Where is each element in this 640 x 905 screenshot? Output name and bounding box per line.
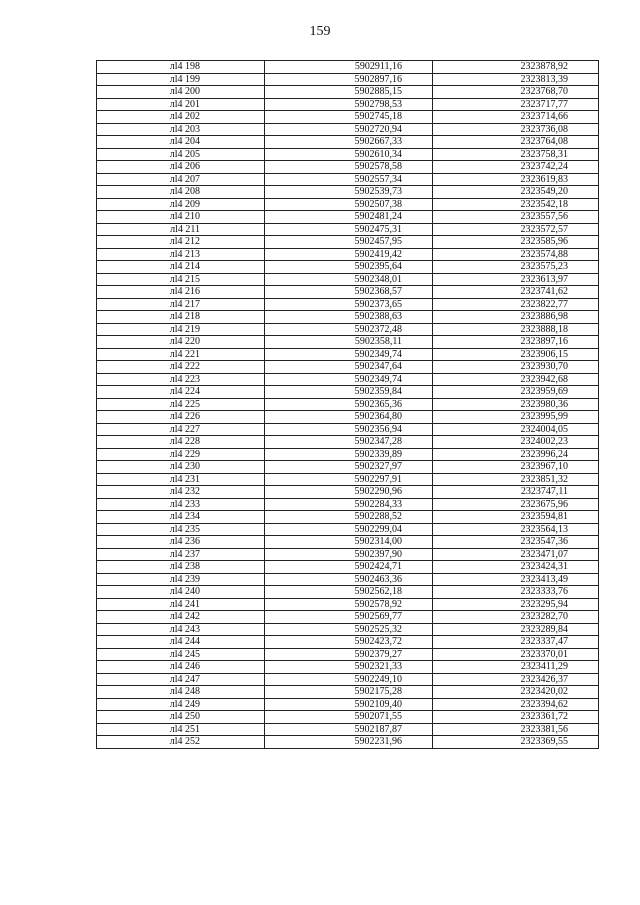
x-coordinate-cell: 5902745,18 <box>265 111 433 124</box>
y-coordinate-cell: 2323295,94 <box>433 598 599 611</box>
table-row <box>97 498 599 511</box>
table-row <box>97 386 599 399</box>
x-coordinate-cell: 5902578,58 <box>265 161 433 174</box>
x-coordinate-cell: 5902720,94 <box>265 123 433 136</box>
y-coordinate-cell: 2323426,37 <box>433 673 599 686</box>
x-coordinate-cell: 5902419,42 <box>265 248 433 261</box>
x-coordinate-cell: 5902347,28 <box>265 436 433 449</box>
x-coordinate-cell: 5902388,63 <box>265 311 433 324</box>
y-coordinate-cell: 2323851,32 <box>433 473 599 486</box>
point-label-cell: лl4 248 <box>97 686 265 699</box>
table-row <box>97 186 599 199</box>
y-coordinate-cell: 2323585,96 <box>433 236 599 249</box>
x-coordinate-cell: 5902463,36 <box>265 573 433 586</box>
x-coordinate-cell: 5902424,71 <box>265 561 433 574</box>
x-coordinate-cell: 5902911,16 <box>265 61 433 74</box>
y-coordinate-cell: 2323959,69 <box>433 386 599 399</box>
point-label-cell: лl4 251 <box>97 723 265 736</box>
x-coordinate-cell: 5902321,33 <box>265 661 433 674</box>
table-row <box>97 636 599 649</box>
y-coordinate-cell: 2323967,10 <box>433 461 599 474</box>
point-label-cell: лl4 215 <box>97 273 265 286</box>
point-label-cell: лl4 222 <box>97 361 265 374</box>
table-row <box>97 461 599 474</box>
table-row <box>97 73 599 86</box>
x-coordinate-cell: 5902507,38 <box>265 198 433 211</box>
x-coordinate-cell: 5902349,74 <box>265 373 433 386</box>
y-coordinate-cell: 2323717,77 <box>433 98 599 111</box>
table-row <box>97 311 599 324</box>
y-coordinate-cell: 2323758,31 <box>433 148 599 161</box>
point-label-cell: лl4 235 <box>97 523 265 536</box>
y-coordinate-cell: 2323337,47 <box>433 636 599 649</box>
x-coordinate-cell: 5902284,33 <box>265 498 433 511</box>
point-label-cell: лl4 198 <box>97 61 265 74</box>
table-row <box>97 561 599 574</box>
y-coordinate-cell: 2323361,72 <box>433 711 599 724</box>
y-coordinate-cell: 2323886,98 <box>433 311 599 324</box>
table-row <box>97 236 599 249</box>
point-label-cell: лl4 240 <box>97 586 265 599</box>
table-row <box>97 548 599 561</box>
table-row <box>97 573 599 586</box>
y-coordinate-cell: 2323564,13 <box>433 523 599 536</box>
y-coordinate-cell: 2323768,70 <box>433 86 599 99</box>
table-row <box>97 411 599 424</box>
x-coordinate-cell: 5902525,32 <box>265 623 433 636</box>
point-label-cell: лl4 217 <box>97 298 265 311</box>
point-label-cell: лl4 249 <box>97 698 265 711</box>
table-row <box>97 598 599 611</box>
y-coordinate-cell: 2323619,83 <box>433 173 599 186</box>
table-row <box>97 136 599 149</box>
point-label-cell: лl4 232 <box>97 486 265 499</box>
table-row <box>97 686 599 699</box>
y-coordinate-cell: 2323742,24 <box>433 161 599 174</box>
x-coordinate-cell: 5902897,16 <box>265 73 433 86</box>
x-coordinate-cell: 5902379,27 <box>265 648 433 661</box>
y-coordinate-cell: 2323897,16 <box>433 336 599 349</box>
x-coordinate-cell: 5902231,96 <box>265 736 433 749</box>
x-coordinate-cell: 5902364,80 <box>265 411 433 424</box>
table-row <box>97 373 599 386</box>
table-row <box>97 673 599 686</box>
coordinates-table <box>96 60 599 749</box>
point-label-cell: лl4 250 <box>97 711 265 724</box>
y-coordinate-cell: 2323413,49 <box>433 573 599 586</box>
x-coordinate-cell: 5902578,92 <box>265 598 433 611</box>
x-coordinate-cell: 5902397,90 <box>265 548 433 561</box>
table-row <box>97 711 599 724</box>
y-coordinate-cell: 2323471,07 <box>433 548 599 561</box>
table-row <box>97 86 599 99</box>
point-label-cell: лl4 238 <box>97 561 265 574</box>
point-label-cell: лl4 229 <box>97 448 265 461</box>
x-coordinate-cell: 5902297,91 <box>265 473 433 486</box>
x-coordinate-cell: 5902314,00 <box>265 536 433 549</box>
table-row <box>97 698 599 711</box>
point-label-cell: лl4 210 <box>97 211 265 224</box>
point-label-cell: лl4 230 <box>97 461 265 474</box>
point-label-cell: лl4 216 <box>97 286 265 299</box>
x-coordinate-cell: 5902610,34 <box>265 148 433 161</box>
point-label-cell: лl4 233 <box>97 498 265 511</box>
x-coordinate-cell: 5902327,97 <box>265 461 433 474</box>
point-label-cell: лl4 223 <box>97 373 265 386</box>
x-coordinate-cell: 5902299,04 <box>265 523 433 536</box>
point-label-cell: лl4 234 <box>97 511 265 524</box>
x-coordinate-cell: 5902368,57 <box>265 286 433 299</box>
table-row <box>97 61 599 74</box>
table-row <box>97 161 599 174</box>
point-label-cell: лl4 236 <box>97 536 265 549</box>
table-row <box>97 436 599 449</box>
point-label-cell: лl4 226 <box>97 411 265 424</box>
y-coordinate-cell: 2323575,23 <box>433 261 599 274</box>
y-coordinate-cell: 2323741,62 <box>433 286 599 299</box>
table-row <box>97 448 599 461</box>
y-coordinate-cell: 2323996,24 <box>433 448 599 461</box>
point-label-cell: лl4 227 <box>97 423 265 436</box>
table-row <box>97 723 599 736</box>
x-coordinate-cell: 5902475,31 <box>265 223 433 236</box>
point-label-cell: лl4 212 <box>97 236 265 249</box>
x-coordinate-cell: 5902457,95 <box>265 236 433 249</box>
table-row <box>97 486 599 499</box>
y-coordinate-cell: 2323370,01 <box>433 648 599 661</box>
x-coordinate-cell: 5902175,28 <box>265 686 433 699</box>
point-label-cell: лl4 231 <box>97 473 265 486</box>
x-coordinate-cell: 5902885,15 <box>265 86 433 99</box>
table-row <box>97 148 599 161</box>
point-label-cell: лl4 203 <box>97 123 265 136</box>
y-coordinate-cell: 2323747,11 <box>433 486 599 499</box>
y-coordinate-cell: 2323888,18 <box>433 323 599 336</box>
y-coordinate-cell: 2323675,96 <box>433 498 599 511</box>
table-row <box>97 736 599 749</box>
x-coordinate-cell: 5902347,64 <box>265 361 433 374</box>
point-label-cell: лl4 221 <box>97 348 265 361</box>
point-label-cell: лl4 224 <box>97 386 265 399</box>
y-coordinate-cell: 2323613,97 <box>433 273 599 286</box>
table-row <box>97 298 599 311</box>
x-coordinate-cell: 5902365,36 <box>265 398 433 411</box>
y-coordinate-cell: 2323764,08 <box>433 136 599 149</box>
table-row <box>97 523 599 536</box>
point-label-cell: лl4 228 <box>97 436 265 449</box>
y-coordinate-cell: 2323411,29 <box>433 661 599 674</box>
table-row <box>97 286 599 299</box>
x-coordinate-cell: 5902667,33 <box>265 136 433 149</box>
x-coordinate-cell: 5902339,89 <box>265 448 433 461</box>
x-coordinate-cell: 5902539,73 <box>265 186 433 199</box>
y-coordinate-cell: 2323995,99 <box>433 411 599 424</box>
y-coordinate-cell: 2323394,62 <box>433 698 599 711</box>
x-coordinate-cell: 5902109,40 <box>265 698 433 711</box>
y-coordinate-cell: 2323420,02 <box>433 686 599 699</box>
point-label-cell: лl4 252 <box>97 736 265 749</box>
x-coordinate-cell: 5902290,96 <box>265 486 433 499</box>
point-label-cell: лl4 205 <box>97 148 265 161</box>
table-row <box>97 211 599 224</box>
y-coordinate-cell: 2324004,05 <box>433 423 599 436</box>
y-coordinate-cell: 2323942,68 <box>433 373 599 386</box>
x-coordinate-cell: 5902372,48 <box>265 323 433 336</box>
table-row <box>97 661 599 674</box>
x-coordinate-cell: 5902288,52 <box>265 511 433 524</box>
point-label-cell: лl4 207 <box>97 173 265 186</box>
x-coordinate-cell: 5902187,87 <box>265 723 433 736</box>
point-label-cell: лl4 247 <box>97 673 265 686</box>
point-label-cell: лl4 211 <box>97 223 265 236</box>
x-coordinate-cell: 5902423,72 <box>265 636 433 649</box>
point-label-cell: лl4 237 <box>97 548 265 561</box>
y-coordinate-cell: 2323878,92 <box>433 61 599 74</box>
page-number: 159 <box>309 24 331 39</box>
y-coordinate-cell: 2324002,23 <box>433 436 599 449</box>
table-row <box>97 473 599 486</box>
table-row <box>97 173 599 186</box>
point-label-cell: лl4 214 <box>97 261 265 274</box>
point-label-cell: лl4 200 <box>97 86 265 99</box>
table-row <box>97 111 599 124</box>
point-label-cell: лl4 218 <box>97 311 265 324</box>
point-label-cell: лl4 225 <box>97 398 265 411</box>
y-coordinate-cell: 2323282,70 <box>433 611 599 624</box>
point-label-cell: лl4 219 <box>97 323 265 336</box>
point-label-cell: лl4 246 <box>97 661 265 674</box>
x-coordinate-cell: 5902395,64 <box>265 261 433 274</box>
table-row <box>97 586 599 599</box>
x-coordinate-cell: 5902249,10 <box>265 673 433 686</box>
point-label-cell: лl4 209 <box>97 198 265 211</box>
table-row <box>97 648 599 661</box>
y-coordinate-cell: 2323594,81 <box>433 511 599 524</box>
table-row <box>97 423 599 436</box>
table-row <box>97 261 599 274</box>
table-row <box>97 623 599 636</box>
point-label-cell: лl4 199 <box>97 73 265 86</box>
point-label-cell: лl4 201 <box>97 98 265 111</box>
x-coordinate-cell: 5902562,18 <box>265 586 433 599</box>
y-coordinate-cell: 2323714,66 <box>433 111 599 124</box>
table-row <box>97 323 599 336</box>
point-label-cell: лl4 208 <box>97 186 265 199</box>
table-row <box>97 248 599 261</box>
point-label-cell: лl4 244 <box>97 636 265 649</box>
point-label-cell: лl4 245 <box>97 648 265 661</box>
coordinates-table-body <box>97 61 599 749</box>
point-label-cell: лl4 242 <box>97 611 265 624</box>
x-coordinate-cell: 5902071,55 <box>265 711 433 724</box>
x-coordinate-cell: 5902348,01 <box>265 273 433 286</box>
table-row <box>97 223 599 236</box>
x-coordinate-cell: 5902373,65 <box>265 298 433 311</box>
x-coordinate-cell: 5902358,11 <box>265 336 433 349</box>
table-row <box>97 511 599 524</box>
point-label-cell: лl4 220 <box>97 336 265 349</box>
y-coordinate-cell: 2323542,18 <box>433 198 599 211</box>
y-coordinate-cell: 2323333,76 <box>433 586 599 599</box>
x-coordinate-cell: 5902359,84 <box>265 386 433 399</box>
y-coordinate-cell: 2323557,56 <box>433 211 599 224</box>
y-coordinate-cell: 2323980,36 <box>433 398 599 411</box>
y-coordinate-cell: 2323906,15 <box>433 348 599 361</box>
table-row <box>97 336 599 349</box>
table-row <box>97 98 599 111</box>
x-coordinate-cell: 5902481,24 <box>265 211 433 224</box>
point-label-cell: лl4 243 <box>97 623 265 636</box>
point-label-cell: лl4 206 <box>97 161 265 174</box>
table-row <box>97 123 599 136</box>
table-row <box>97 348 599 361</box>
point-label-cell: лl4 241 <box>97 598 265 611</box>
x-coordinate-cell: 5902798,53 <box>265 98 433 111</box>
x-coordinate-cell: 5902557,34 <box>265 173 433 186</box>
point-label-cell: лl4 239 <box>97 573 265 586</box>
y-coordinate-cell: 2323424,31 <box>433 561 599 574</box>
x-coordinate-cell: 5902569,77 <box>265 611 433 624</box>
y-coordinate-cell: 2323930,70 <box>433 361 599 374</box>
point-label-cell: лl4 202 <box>97 111 265 124</box>
point-label-cell: лl4 213 <box>97 248 265 261</box>
y-coordinate-cell: 2323381,56 <box>433 723 599 736</box>
point-label-cell: лl4 204 <box>97 136 265 149</box>
y-coordinate-cell: 2323572,57 <box>433 223 599 236</box>
y-coordinate-cell: 2323289,84 <box>433 623 599 636</box>
table-row <box>97 273 599 286</box>
table-row <box>97 611 599 624</box>
x-coordinate-cell: 5902349,74 <box>265 348 433 361</box>
table-row <box>97 398 599 411</box>
y-coordinate-cell: 2323813,39 <box>433 73 599 86</box>
y-coordinate-cell: 2323369,55 <box>433 736 599 749</box>
y-coordinate-cell: 2323547,36 <box>433 536 599 549</box>
x-coordinate-cell: 5902356,94 <box>265 423 433 436</box>
y-coordinate-cell: 2323574,88 <box>433 248 599 261</box>
table-row <box>97 361 599 374</box>
table-row <box>97 536 599 549</box>
y-coordinate-cell: 2323822,77 <box>433 298 599 311</box>
table-row <box>97 198 599 211</box>
y-coordinate-cell: 2323549,20 <box>433 186 599 199</box>
y-coordinate-cell: 2323736,08 <box>433 123 599 136</box>
